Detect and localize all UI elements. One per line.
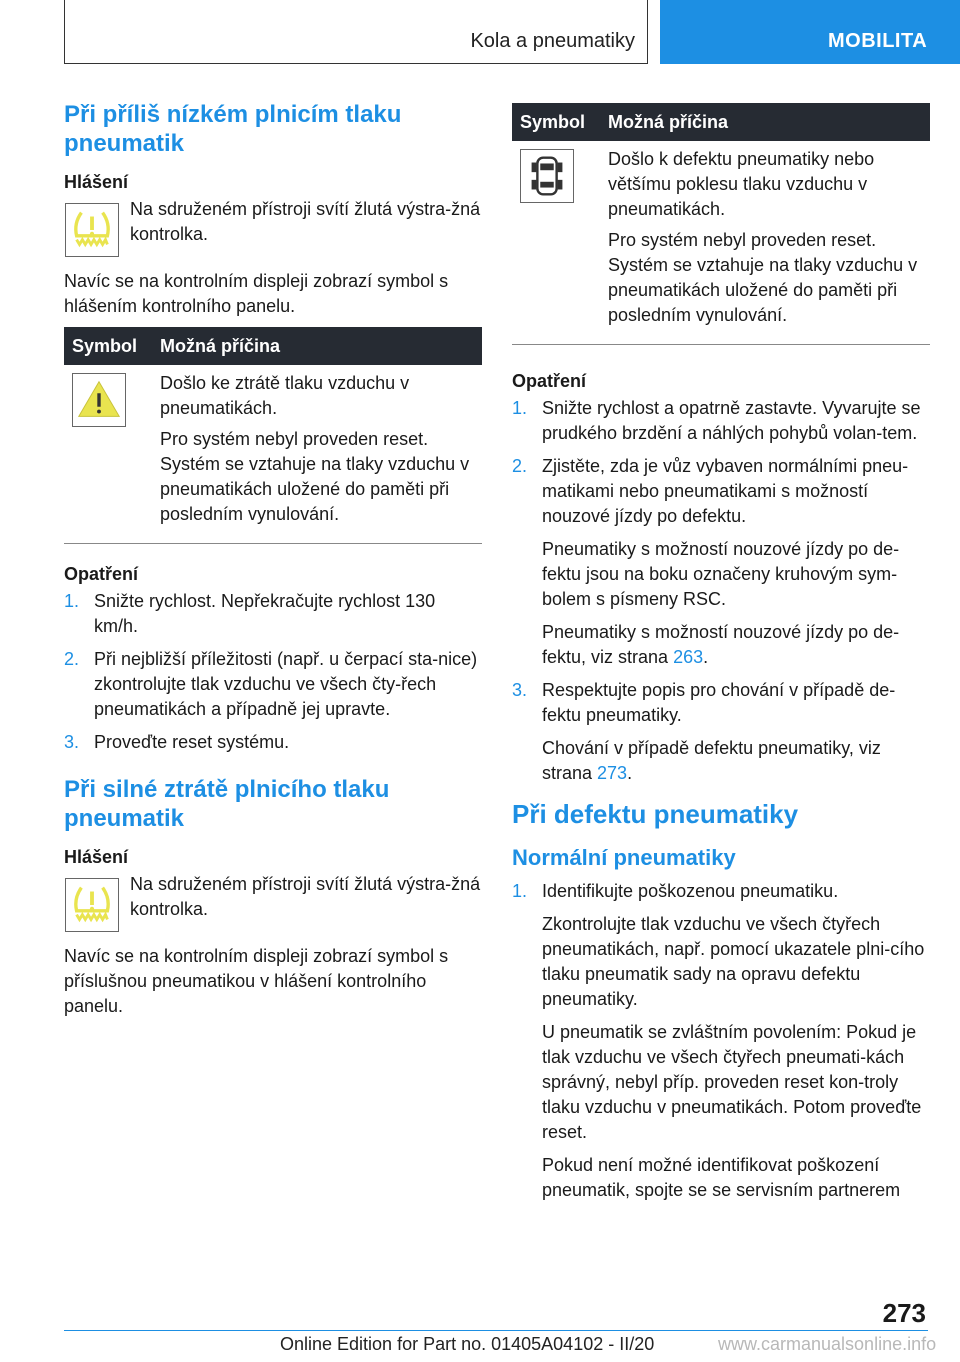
symbol-table bbox=[64, 327, 482, 544]
display-note: Navíc se na kontrolním displeji zobrazí symbol s hlášením kontrolního panelu. bbox=[64, 271, 449, 316]
list-item: 3. Respektujte popis pro chování v případě de-fektu pneumatiky. Chování v případě defektu pneumatiky, viz strana 273. bbox=[512, 680, 896, 783]
message-block bbox=[64, 197, 482, 259]
cause-text: Pro systém nebyl proveden reset. Systém se vztahuje na tlaky vzduchu v pneumatikách uložené do paměti při posledním vynulování. bbox=[608, 230, 918, 325]
table-header-symbol: Symbol bbox=[64, 327, 152, 365]
display-note: Navíc se na kontrolním displeji zobrazí symbol s příslušnou pneumatikou v hlášení kontrolního panelu. bbox=[64, 946, 449, 1016]
measures-label: Opatření bbox=[64, 564, 139, 584]
list-item: 1. Snižte rychlost. Nepřekračujte rychlost 130 km/h. bbox=[64, 591, 436, 636]
cause-text: Pro systém nebyl proveden reset. Systém se vztahuje na tlaky vzduchu v pneumatikách uložené do paměti při posledním vynulování. bbox=[160, 429, 470, 524]
list-item: 3. Proveďte reset systému. bbox=[64, 732, 290, 752]
list-item: 2. Při nejbližší příležitosti (např. u čerpací sta-nice) zkontrolujte tlak vzduchu ve všech čty-řech pneumatikách a případně jej upravte. bbox=[64, 649, 478, 719]
table-header-cause: Možná příčina bbox=[152, 327, 482, 365]
message-label: Hlášení bbox=[64, 172, 129, 192]
warning-triangle-icon bbox=[72, 373, 126, 427]
watermark: www.carmanualsonline.info bbox=[718, 1334, 937, 1354]
message-block bbox=[64, 872, 482, 934]
measures-list bbox=[512, 396, 930, 786]
normal-tires-steps bbox=[512, 879, 930, 1203]
page-link[interactable]: 273 bbox=[597, 763, 628, 783]
right-column bbox=[512, 103, 930, 1211]
table-row bbox=[512, 141, 930, 345]
list-item: 1. Identifikujte poškozenou pneumatiku. Zkontrolujte tlak vzduchu ve všech čtyřech pneumatikách, např. pomocí ukazatele plni-cího tlaku pneumatik sady na opravu defektu pneumatiky. U pneumatik se zvláštním povolením: Pokud je tlak vzduchu ve všech čtyřech pneumati-kách správný, nebyl příp. proveden reset kon-troly tlaku vzduchu v pneumatikách. Potom proveďte reset. Pokud není možné identifikovat poškození pneumatik, spojte se se servisním partnerem bbox=[512, 881, 925, 1200]
table-header-symbol: Symbol bbox=[512, 103, 600, 141]
page-link[interactable]: 263 bbox=[673, 647, 704, 667]
chapter-title: Kola a pneumatiky bbox=[470, 30, 635, 52]
symbol-table bbox=[512, 103, 930, 345]
car-tire-position-icon bbox=[520, 149, 574, 203]
edition-info: Online Edition for Part no. 01405A04102 - II/20 bbox=[280, 1334, 655, 1354]
section-title-flat-tire: Při defektu pneumatiky bbox=[512, 799, 799, 829]
header-box bbox=[64, 0, 648, 64]
left-column bbox=[64, 100, 482, 1027]
section-title-low-pressure: Při příliš nízkém plnicím tlaku pneumatik bbox=[64, 101, 402, 157]
subsection-title-normal-tires: Normální pneumatiky bbox=[512, 845, 736, 870]
table-row bbox=[64, 365, 482, 544]
cause-text: Došlo ke ztrátě tlaku vzduchu v pneumatikách. bbox=[160, 373, 410, 418]
message-text: Na sdruženém přístroji svítí žlutá výstra-žná kontrolka. bbox=[130, 199, 481, 244]
section-tab[interactable]: MOBILITA bbox=[660, 0, 960, 64]
measures-list bbox=[64, 589, 482, 755]
list-item: 2. Zjistěte, zda je vůz vybaven normálními pneu-matikami nebo pneumatikami s možností nouzové jízdy po defektu. Pneumatiky s možností nouzové jízdy po de-fektu jsou na boku označeny kruhovým sym-bolem s písmeny RSC. Pneumatiky s možností nouzové jízdy po de-fektu, viz strana 263. bbox=[512, 456, 909, 667]
message-label: Hlášení bbox=[64, 847, 129, 867]
section-title-severe-loss: Při silné ztrátě plnicího tlaku pneumatik bbox=[64, 776, 390, 832]
tire-pressure-warning-icon bbox=[65, 878, 119, 932]
table-header-cause: Možná příčina bbox=[600, 103, 930, 141]
page-number: 273 bbox=[882, 1298, 926, 1328]
list-item: 1. Snižte rychlost a opatrně zastavte. Vyvarujte se prudkého brzdění a náhlých pohybů volan-tem. bbox=[512, 398, 921, 443]
footer-divider bbox=[64, 1330, 928, 1331]
measures-label: Opatření bbox=[512, 371, 587, 391]
tire-pressure-warning-icon bbox=[65, 203, 119, 257]
cause-text: Došlo k defektu pneumatiky nebo většímu poklesu tlaku vzduchu v pneumatikách. bbox=[608, 149, 875, 219]
message-text: Na sdruženém přístroji svítí žlutá výstra-žná kontrolka. bbox=[130, 874, 481, 919]
